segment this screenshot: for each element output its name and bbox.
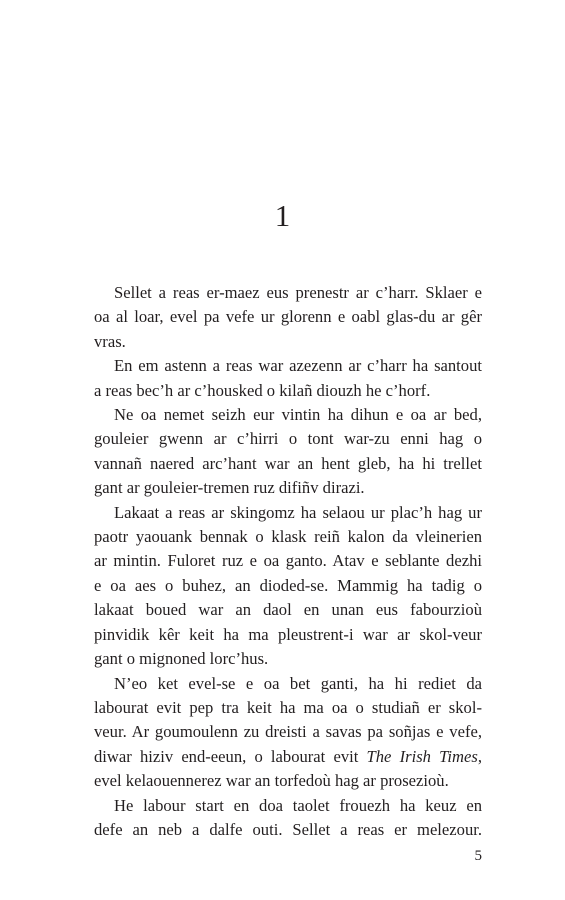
paragraph bbox=[94, 501, 482, 672]
text-line: vannañ naered arc’hant war an hent gleb, ha hi trellet bbox=[94, 453, 482, 473]
paragraph bbox=[94, 354, 482, 403]
text-line: e oa aes o buhez, an dioded-se. Mammig ha tadig o bbox=[94, 575, 482, 595]
text-line: gant o mignoned lorc’hus. bbox=[94, 649, 269, 669]
text-line: En em astenn a reas war azezenn ar c’harr ha santout bbox=[114, 356, 482, 376]
text-line: a reas bec’h ar c’housked o kilañ diouzh he c’horf. bbox=[94, 380, 431, 400]
text-line: veur. Ar goumoulenn zu dreisti a savas pa soñjas e vefe, bbox=[94, 722, 482, 742]
text-line: Ne oa nemet seizh eur vintin ha dihun e oa ar bed, bbox=[114, 405, 482, 425]
text-line: vras. bbox=[94, 331, 126, 351]
text-line: pinvidik kêr keit ha ma pleustrent-i war ar skol-veur bbox=[94, 624, 482, 644]
text-line: lakaat boued war an daol en unan eus fabourzioù bbox=[94, 600, 482, 620]
paragraph bbox=[94, 794, 482, 843]
text-line: evel kelaouennerez war an torfedoù hag ar prosezioù. bbox=[94, 771, 449, 791]
text-line: labourat evit pep tra keit ha ma oa o studiañ er skol- bbox=[94, 697, 482, 717]
text-line: oa al loar, evel pa vefe ur glorenn e oabl glas-du ar gêr bbox=[94, 307, 482, 327]
text-line: Lakaat a reas ar skingomz ha selaou ur plac’h hag ur bbox=[114, 502, 482, 522]
text-line: paotr yaouank bennak o klask reiñ kalon da vleinerien bbox=[94, 527, 482, 547]
page-number: 5 bbox=[474, 848, 482, 864]
text-line: diwar hiziv end-eeun, o labourat evit The Irish Times, bbox=[94, 746, 483, 766]
text-line: gant ar gouleier-tremen ruz difiñv dirazi. bbox=[94, 478, 365, 498]
text-line: ar mintin. Fuloret ruz e oa ganto. Atav e seblante dezhi bbox=[94, 551, 482, 571]
paragraph bbox=[94, 403, 482, 501]
text-line: defe an neb a dalfe outi. Sellet a reas er melezour. bbox=[94, 819, 482, 839]
body-text bbox=[94, 281, 482, 842]
paragraph bbox=[94, 281, 482, 354]
text-line: gouleier gwenn ar c’hirri o tont war-zu enni hag o bbox=[94, 429, 482, 449]
chapter-number: 1 bbox=[274, 198, 291, 233]
text-line: He labour start en doa taolet frouezh ha keuz en bbox=[114, 795, 482, 815]
text-line: Sellet a reas er-maez eus prenestr ar c’harr. Sklaer e bbox=[114, 283, 482, 302]
text-line: N’eo ket evel-se e oa bet ganti, ha hi rediet da bbox=[114, 673, 482, 693]
paragraph bbox=[94, 672, 482, 794]
